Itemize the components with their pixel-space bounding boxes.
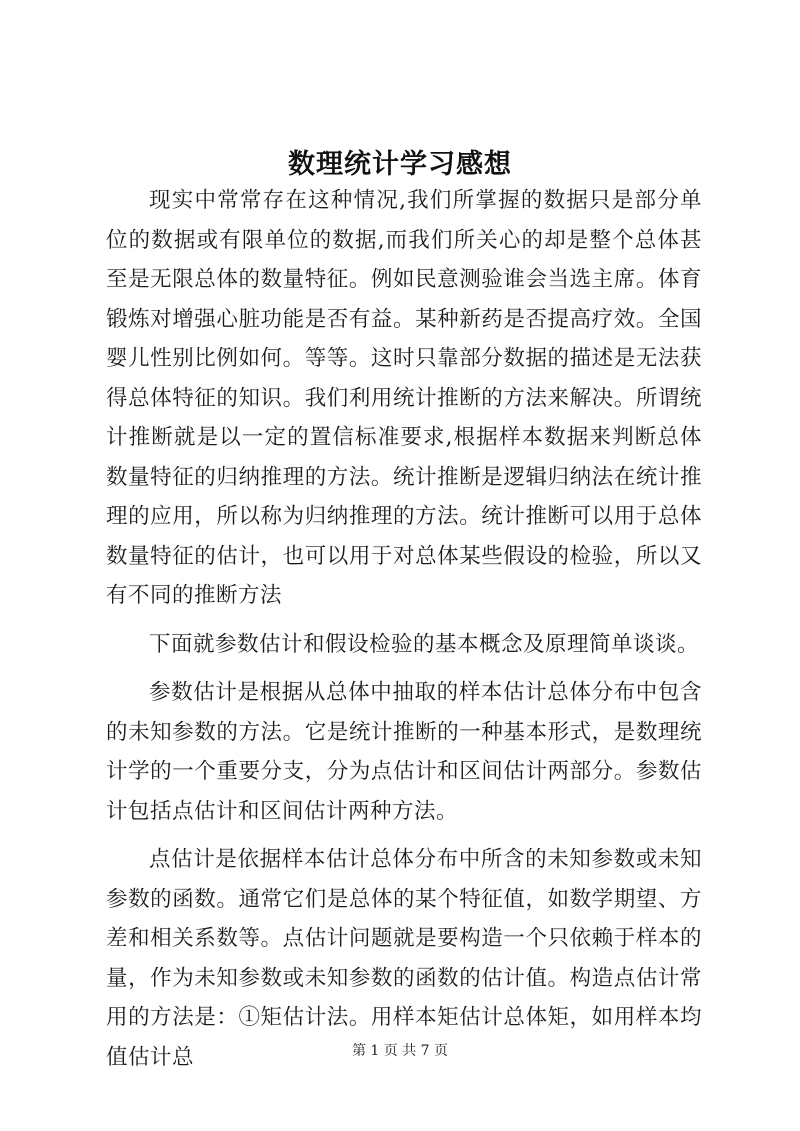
paragraph-3: 参数估计是根据从总体中抽取的样本估计总体分布中包含的未知参数的方法。它是统计推断的一种基本形式，是数理统计学的一个重要分支，分为点估计和区间估计两部分。参数估计包括点估计和区间估计两种方法。	[106, 680, 702, 824]
document-title: 数理统计学习感想	[288, 149, 512, 180]
document-body	[106, 181, 702, 1077]
paragraph-4: 点估计是依据样本估计总体分布中所含的未知参数或未知参数的函数。通常它们是总体的某个特征值，如数学期望、方差和相关系数等。点估计问题就是要构造一个只依赖于样本的量，作为未知参数或未知参数的函数的估计值。构造点估计常用的方法是：①矩估计法。用样本矩估计总体矩，如用样本均值估计总	[106, 847, 702, 1070]
paragraph-2: 下面就参数估计和假设检验的基本概念及原理简单谈谈。	[149, 631, 700, 657]
paragraph-1: 现实中常常存在这种情况,我们所掌握的数据只是部分单位的数据或有限单位的数据,而我们所关心的却是整个总体甚至是无限总体的数量特征。例如民意测验谁会当选主席。体育锻炼对增强心脏功能是否有益。某种新药是否提高疗效。全国婴儿性别比例如何。等等。这时只靠部分数据的描述是无法获得总体特征的知识。我们利用统计推断的方法来解决。所谓统计推断就是以一定的置信标准要求,根据样本数据来判断总体数量特征的归纳推理的方法。统计推断是逻辑归纳法在统计推理的应用，所以称为归纳推理的方法。统计推断可以用于总体数量特征的估计，也可以用于对总体某些假设的检验，所以又有不同的推断方法	[106, 188, 702, 608]
page-footer: 第 1 页 共 7 页	[351, 1043, 449, 1059]
